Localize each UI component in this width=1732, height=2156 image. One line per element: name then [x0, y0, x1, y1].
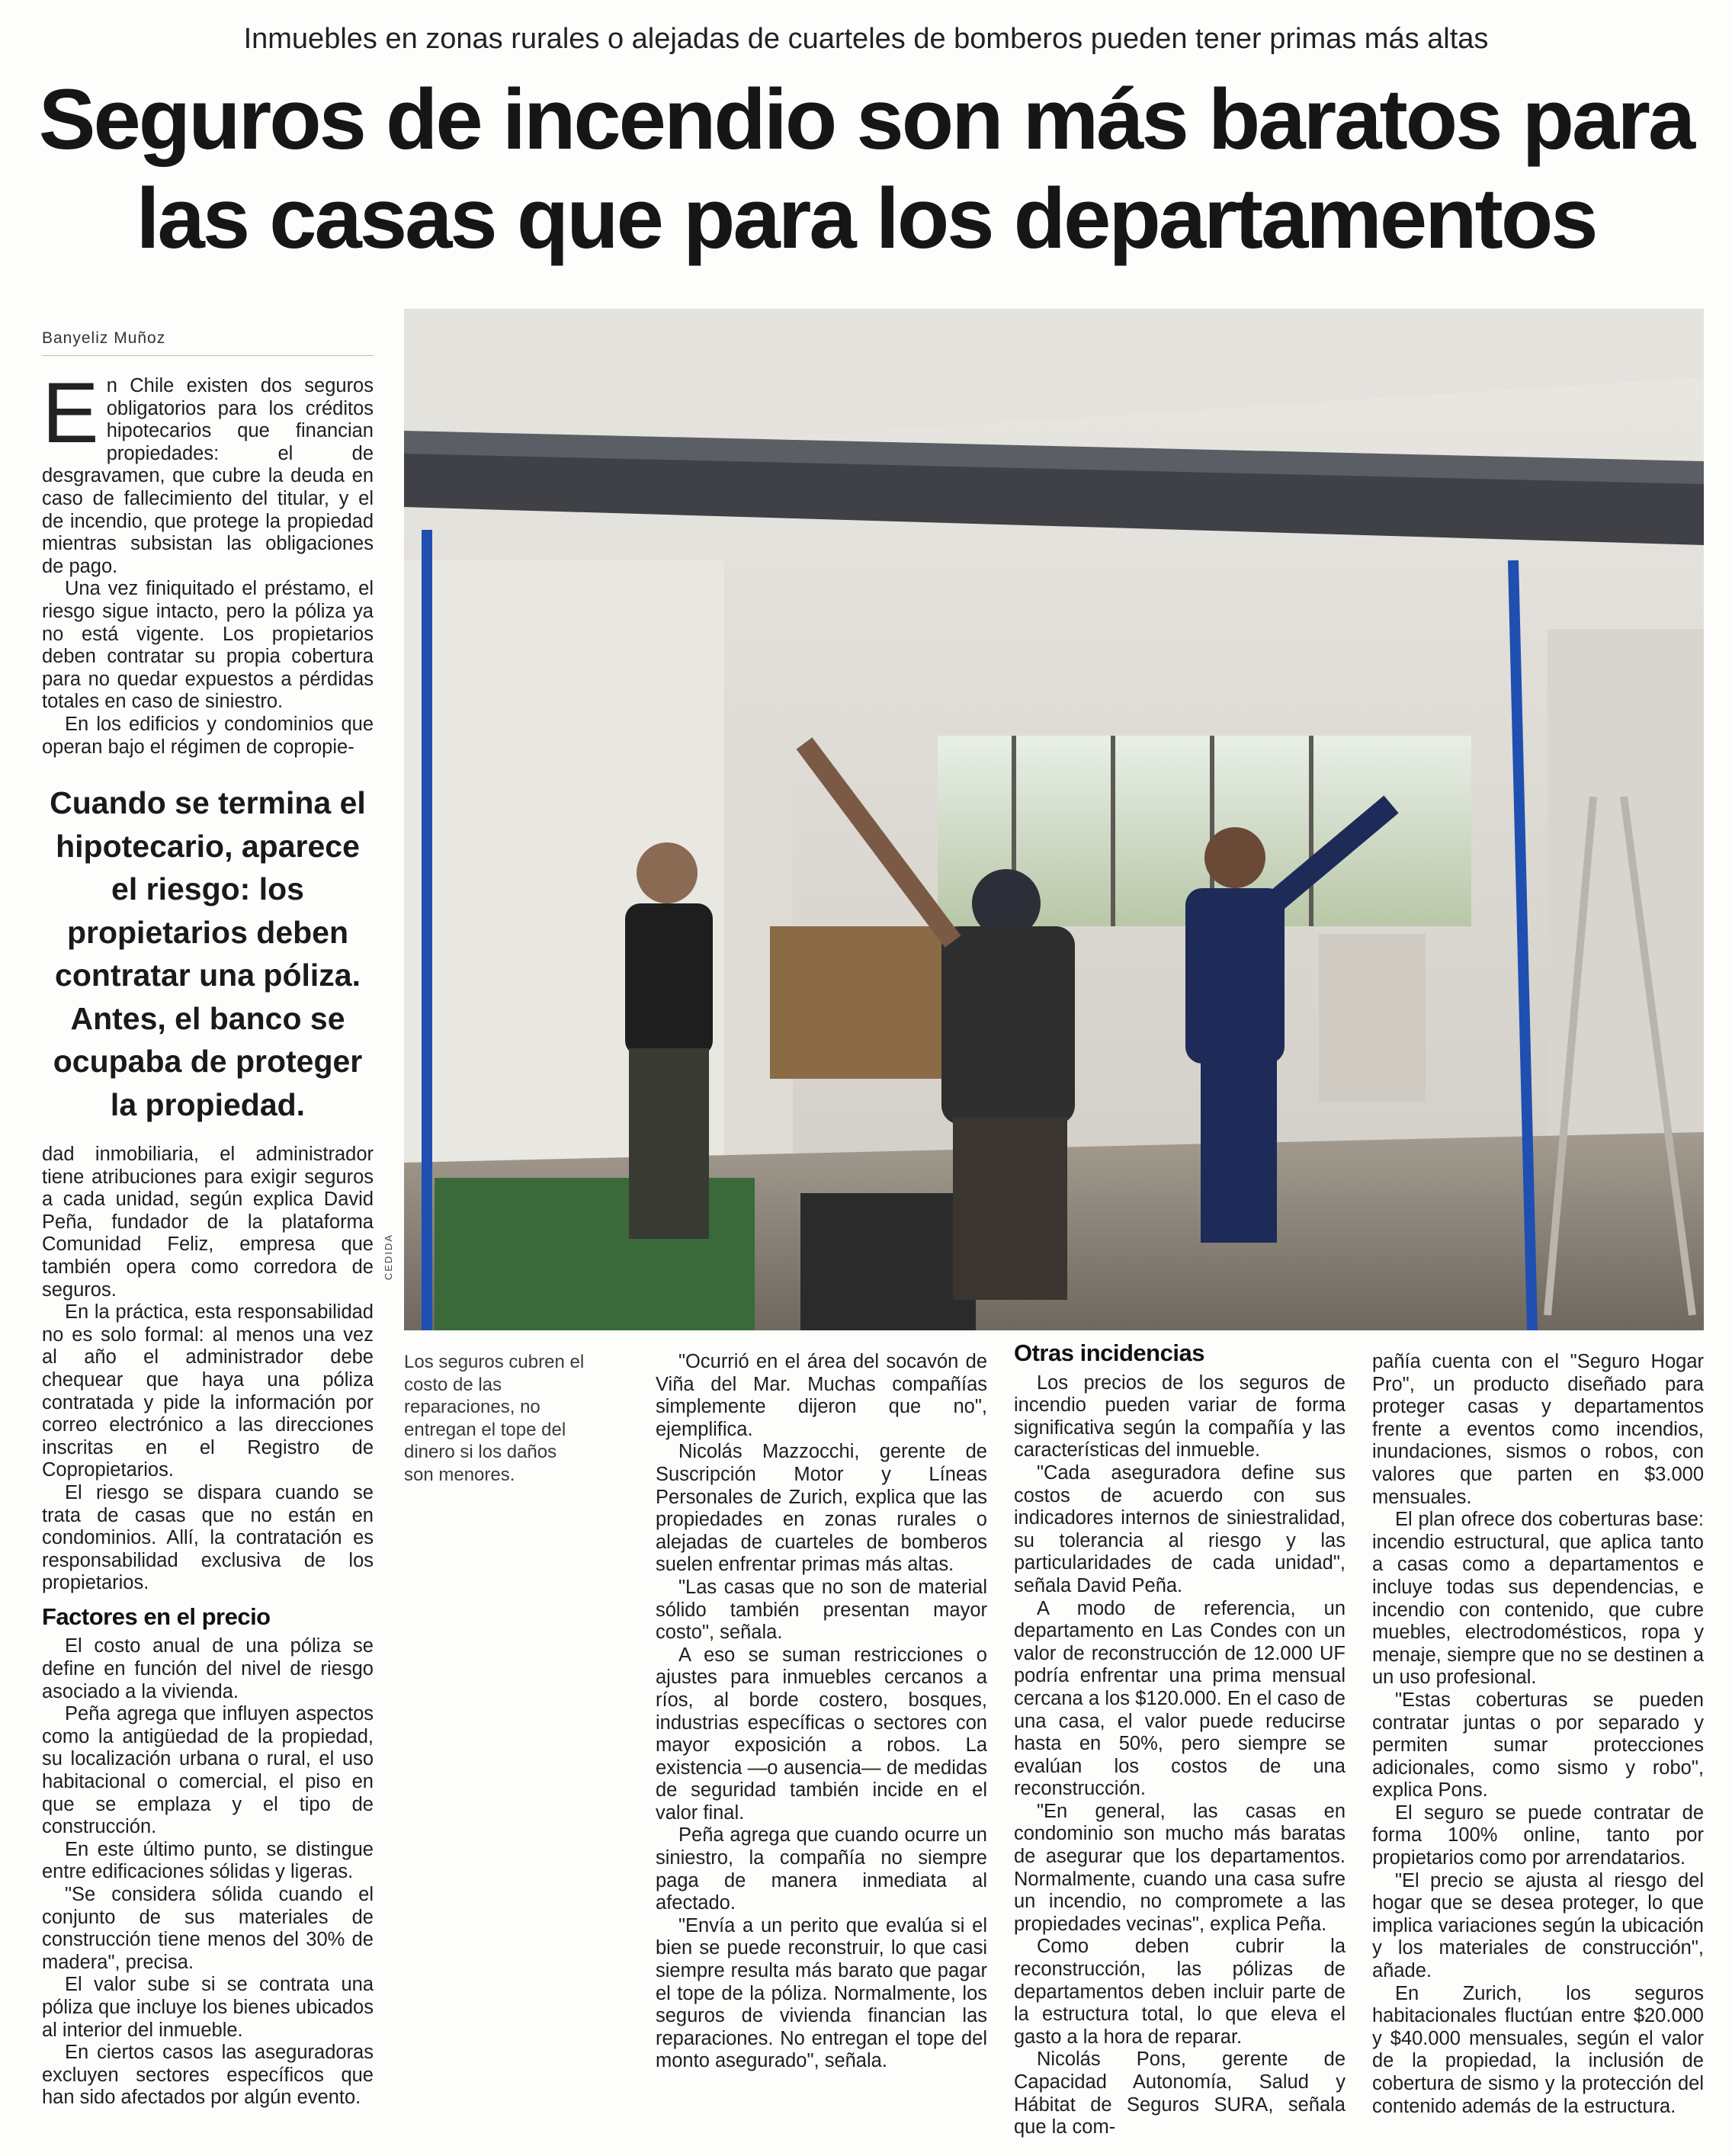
- paragraph: En este último punto, se distingue entre edificaciones sólidas y ligeras.: [42, 1838, 374, 1883]
- paragraph: "Se considera sólida cuando el conjunto de sus materiales de construcción tiene menos del 30% de madera", precisa.: [42, 1884, 374, 1973]
- photo-credit: CEDIDA: [383, 1234, 394, 1281]
- photo-caption: Los seguros cubren el costo de las reparaciones, no entregan el tope del dinero si los daños son menores.: [404, 1352, 585, 1485]
- kicker: Inmuebles en zonas rurales o alejadas de cuarteles de bomberos pueden tener primas más altas: [243, 23, 1489, 55]
- photo-illustration: [404, 309, 1704, 1330]
- paragraph: En ciertos casos las aseguradoras excluyen sectores específicos que han sido afectados por algún evento.: [42, 2042, 374, 2109]
- article-col4: [1372, 1351, 1704, 2118]
- paragraph: El riesgo se dispara cuando se trata de casas que no están en condominios. Allí, la contratación es responsabilidad exclusiva de los propietarios.: [42, 1481, 374, 1594]
- paragraph: El costo anual de una póliza se define en función del nivel de riesgo asociado a la vivienda.: [42, 1635, 374, 1702]
- paragraph: En Zurich, los seguros habitacionales fluctúan entre $20.000 y $40.000 mensuales, según el valor de la propiedad, la inclusión de cobertura de sismo y la protección del contenido además de la estructura.: [1372, 1982, 1704, 2117]
- paragraph: "Envía a un perito que evalúa si el bien se puede reconstruir, lo que casi siempre resulta más barato que pagar el tope de la póliza. Normalmente, los seguros de vivienda financian las reparaciones. No entregan el tope del monto asegurado", señala.: [656, 1914, 987, 2072]
- paragraph: "Estas coberturas se pueden contratar juntas o por separado y permiten sumar protecciones adicionales, como sismo y robo", explica Pons.: [1372, 1689, 1704, 1801]
- paragraph: El plan ofrece dos coberturas base: incendio estructural, que aplica tanto a casas como a departamentos e incluye todas sus dependencias, e incendio con contenido, que cubre muebles, electrodomésticos, ropa y menaje, siempre que no se destinen a un uso profesional.: [1372, 1509, 1704, 1689]
- lead-text: n Chile existen dos seguros obligatorios para los créditos hipotecarios que financian propiedades: el de desgravamen, que cubre la deuda en caso de fallecimiento del titular, y el de incendio, que protege la propiedad mientras subsistan las obligaciones de pago.: [42, 375, 374, 577]
- paragraph: Los precios de los seguros de incendio pueden variar de forma significativa según la compañía y las características del inmueble.: [1014, 1372, 1346, 1461]
- paragraph: Nicolás Mazzocchi, gerente de Suscripción Motor y Líneas Personales de Zurich, explica que las propiedades en zonas rurales o alejadas de cuarteles de bomberos suelen enfrentar primas más altas.: [656, 1441, 987, 1576]
- paragraph: Una vez finiquitado el préstamo, el riesgo sigue intacto, pero la póliza ya no está vigente. Los propietarios deben contratar su propia cobertura para no quedar expuestos a pérdidas totales en caso de siniestro.: [42, 578, 374, 713]
- paragraph: pañía cuenta con el "Seguro Hogar Pro", un producto diseñado para proteger casas y departamentos frente a eventos como incendios, inundaciones, sismos o robos, con valores que parten en $3.000 mensuales.: [1372, 1351, 1704, 1508]
- paragraph: A modo de referencia, un departamento en Las Condes con un valor de reconstrucción de 12.000 UF podría enfrentar una prima mensual cercana a los $120.000. En el caso de una casa, el valor puede reducirse hasta en 50%, pero siempre se evalúan los costos de una reconstrucción.: [1014, 1597, 1346, 1800]
- subheading-factores: Factores en el precio: [42, 1603, 271, 1630]
- article-col1-top: [42, 365, 374, 759]
- paragraph: A eso se suman restricciones o ajustes para inmuebles cercanos a ríos, al borde costero, bosques, industrias específicas o sectores con mayor exposición a robos. La existencia —o ausencia— de medidas de seguridad también incide en el valor final.: [656, 1644, 987, 1824]
- paragraph: En la práctica, esta responsabilidad no es solo formal: al menos una vez al año el administrador debe chequear que haya una póliza contratada y pide la información por correo electrónico a las direcciones inscritas en el Registro de Copropietarios.: [42, 1301, 374, 1481]
- paragraph: "Cada aseguradora define sus costos de acuerdo con sus indicadores internos de siniestralidad, su tolerancia al riesgo y las particularidades de cada unidad", señala David Peña.: [1014, 1461, 1346, 1596]
- article-col3: [1014, 1339, 1346, 2139]
- paragraph: dad inmobiliaria, el administrador tiene atribuciones para exigir seguros a cada unidad, según explica David Peña, fundador de la plataforma Comunidad Feliz, empresa que también opera como corredora de seguros.: [42, 1144, 374, 1301]
- paragraph: "Ocurrió en el área del socavón de Viña del Mar. Muchas compañías simplemente dijeron que no", ejemplifica.: [656, 1351, 987, 1440]
- dropcap: E: [42, 365, 99, 460]
- headline-line-2: las casas que para los departamentos: [136, 171, 1596, 266]
- paragraph: "Las casas que no son de material sólido también presentan mayor costo", señala.: [656, 1576, 987, 1644]
- article-col1-bottom: [42, 1144, 374, 2109]
- paragraph: "En general, las casas en condominio son mucho más baratas de asegurar que los departamentos. Normalmente, cuando una casa sufre un incendio, no compromete a las propiedades vecinas", explica Peña.: [1014, 1800, 1346, 1935]
- article-col2: [656, 1351, 987, 2073]
- subheading-otras: Otras incidencias: [1014, 1339, 1204, 1366]
- byline: Banyeliz Muñoz: [42, 329, 374, 356]
- paragraph: En los edificios y condominios que operan bajo el régimen de copropie-: [42, 713, 374, 758]
- paragraph: Como deben cubrir la reconstrucción, las pólizas de departamentos deben incluir parte de la estructura total, lo que eleva el gasto a la hora de reparar.: [1014, 1936, 1346, 2048]
- headline-line-1: Seguros de incendio son más baratos para: [38, 72, 1694, 167]
- headline: [0, 70, 1732, 268]
- paragraph: El valor sube si se contrata una póliza que incluye los bienes ubicados al interior del inmueble.: [42, 1974, 374, 2041]
- lead-paragraph: [42, 365, 374, 578]
- paragraph: "El precio se ajusta al riesgo del hogar que se desea proteger, lo que implica variaciones según la ubicación y los materiales de construcción", añade.: [1372, 1869, 1704, 1982]
- paragraph: Nicolás Pons, gerente de Capacidad Autonomía, Salud y Hábitat de Seguros SURA, señala que la com-: [1014, 2049, 1346, 2138]
- paragraph: Peña agrega que influyen aspectos como la antigüedad de la propiedad, su localización urbana o rural, el uso habitacional o comercial, el piso en que se emplaza y el tipo de construcción.: [42, 1703, 374, 1838]
- pull-quote: Cuando se termina el hipotecario, aparece el riesgo: los propietarios deben contratar una póliza. Antes, el banco se ocupaba de proteger la propiedad.: [50, 785, 366, 1122]
- paragraph: Peña agrega que cuando ocurre un siniestro, la compañía no siempre paga de manera inmediata al afectado.: [656, 1824, 987, 1914]
- paragraph: El seguro se puede contratar de forma 100% online, tanto por propietarios como por arrendatarios.: [1372, 1801, 1704, 1869]
- article-photo: [404, 309, 1704, 1330]
